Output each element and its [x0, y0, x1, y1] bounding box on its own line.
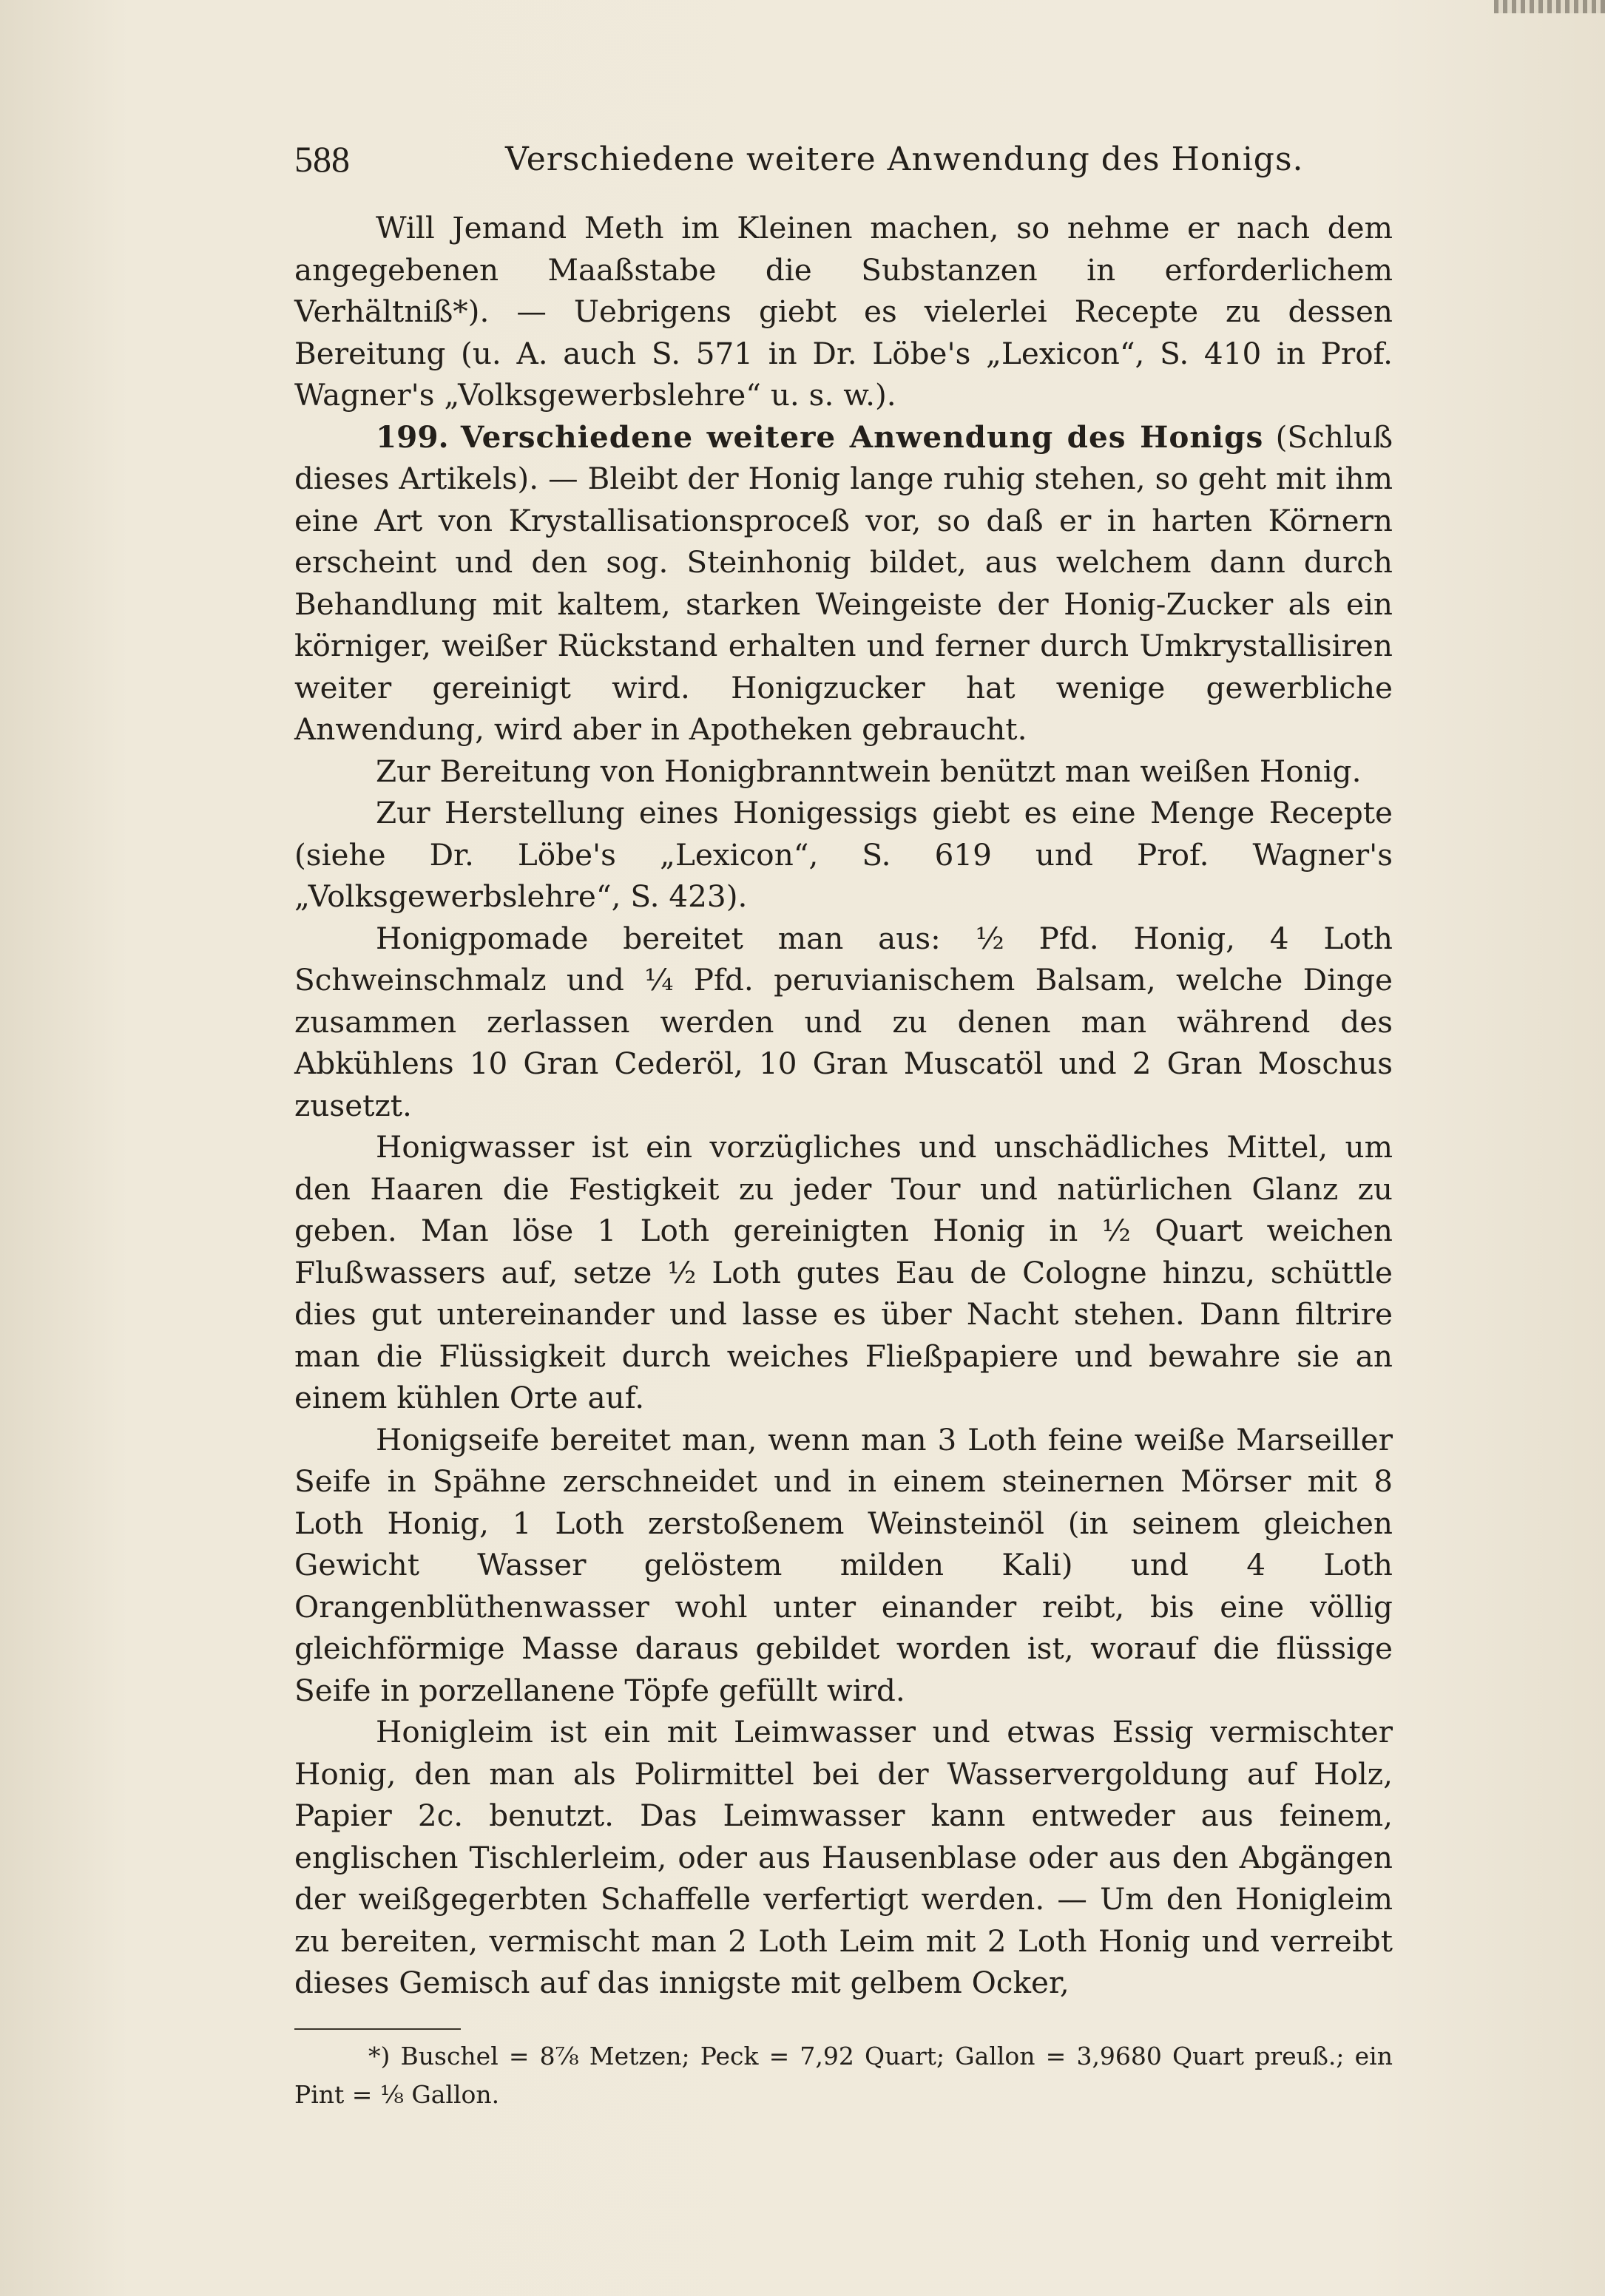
paragraph-section-199	[294, 416, 1393, 751]
section-number: 199.	[376, 419, 449, 455]
footnote-text: *) Buschel = 8⅞ Metzen; Peck = 7,92 Quart; Gallon = 3,9680 Quart preuß.; ein Pint = ⅛ Gallon.	[294, 2042, 1393, 2109]
page-number: 588	[294, 138, 350, 180]
paragraph-honigseife: Honigseife bereitet man, wenn man 3 Loth feine weiße Marseiller Seife in Spähne zerschneidet und in einem steinernen Mörser mit 8 Loth Honig, 1 Loth zerstoßenem Weinsteinöl (in seinem gleichen Gewicht Wasser gelöstem milden Kali) und 4 Loth Orangenblüthenwasser wohl unter einander reibt, bis eine völlig gleichförmige Masse daraus gebildet worden ist, worauf die flüssige Seife in porzellanene Töpfe gefüllt wird.	[294, 1421, 1393, 1708]
footnote	[294, 2037, 1393, 2114]
paragraph-honigwasser: Honigwasser ist ein vorzügliches und unschädliches Mittel, um den Haaren die Festigkeit zu jeder Tour und natürlichen Glanz zu geben. Man löse 1 Loth gereinigten Honig in ½ Quart weichen Flußwassers auf, setze ½ Loth gutes Eau de Cologne hinzu, schüttle dies gut untereinander und lasse es über Nacht stehen. Dann filtrire man die Flüssigkeit durch weiches Fließpapiere und bewahre sie an einem kühlen Orte auf.	[294, 1129, 1393, 1415]
paragraph-honigleim: Honigleim ist ein mit Leimwasser und etwas Essig vermischter Honig, den man als Polirmittel bei der Wasservergoldung auf Holz, Papier 2c. benutzt. Das Leimwasser kann entweder aus feinem, englischen Tischlerleim, oder aus Hausenblase oder aus den Abgängen der weißgegerbten Schaffelle verfertigt werden. — Um den Honigleim zu bereiten, vermischt man 2 Loth Leim mit 2 Loth Honig und verreibt dieses Gemisch auf das innigste mit gelbem Ocker,	[294, 1714, 1393, 2000]
running-head: Verschiedene weitere Anwendung des Honigs.	[505, 140, 1304, 178]
paragraph-honigbranntwein: Zur Bereitung von Honigbranntwein benützt man weißen Honig.	[376, 753, 1362, 789]
main-text	[294, 207, 1393, 2004]
footnote-rule	[294, 2028, 461, 2030]
section-title: Verschiedene weitere Anwendung des Honigs	[460, 419, 1264, 455]
paragraph-honigessig: Zur Herstellung eines Honigessigs giebt es eine Menge Recepte (siehe Dr. Löbe's „Lexicon“, S. 619 und Prof. Wagner's „Volksgewerbslehre“, S. 423).	[294, 795, 1393, 914]
section-text: (Schluß dieses Artikels). — Bleibt der Honig lange ruhig stehen, so geht mit ihm eine Art von Krystallisationsproceß vor, so daß er in harten Körnern erscheint und den sog. Steinhonig bildet, aus welchem dann durch Behandlung mit kaltem, starken Weingeiste der Honig-Zucker als ein körniger, weißer Rückstand erhalten und ferner durch Umkrystallisiren weiter gereinigt wird. Honigzucker hat wenige gewerbliche Anwendung, wird aber in Apotheken gebraucht.	[294, 419, 1393, 747]
paragraph-honigpomade: Honigpomade bereitet man aus: ½ Pfd. Honig, 4 Loth Schweinschmalz und ¼ Pfd. peruvianischem Balsam, welche Dinge zusammen zerlassen werden und zu denen man während des Abkühlens 10 Gran Cederöl, 10 Gran Muscatöl und 2 Gran Moschus zusetzt.	[294, 920, 1393, 1123]
page-header	[294, 133, 1404, 185]
binding-edge	[1494, 0, 1605, 13]
paragraph-meth: Will Jemand Meth im Kleinen machen, so nehme er nach dem angegebenen Maaßstabe die Substanzen in erforderlichem Verhältniß*). — Uebrigens giebt es vielerlei Recepte zu dessen Bereitung (u. A. auch S. 571 in Dr. Löbe's „Lexicon“, S. 410 in Prof. Wagner's „Volksgewerbslehre“ u. s. w.).	[294, 210, 1393, 413]
